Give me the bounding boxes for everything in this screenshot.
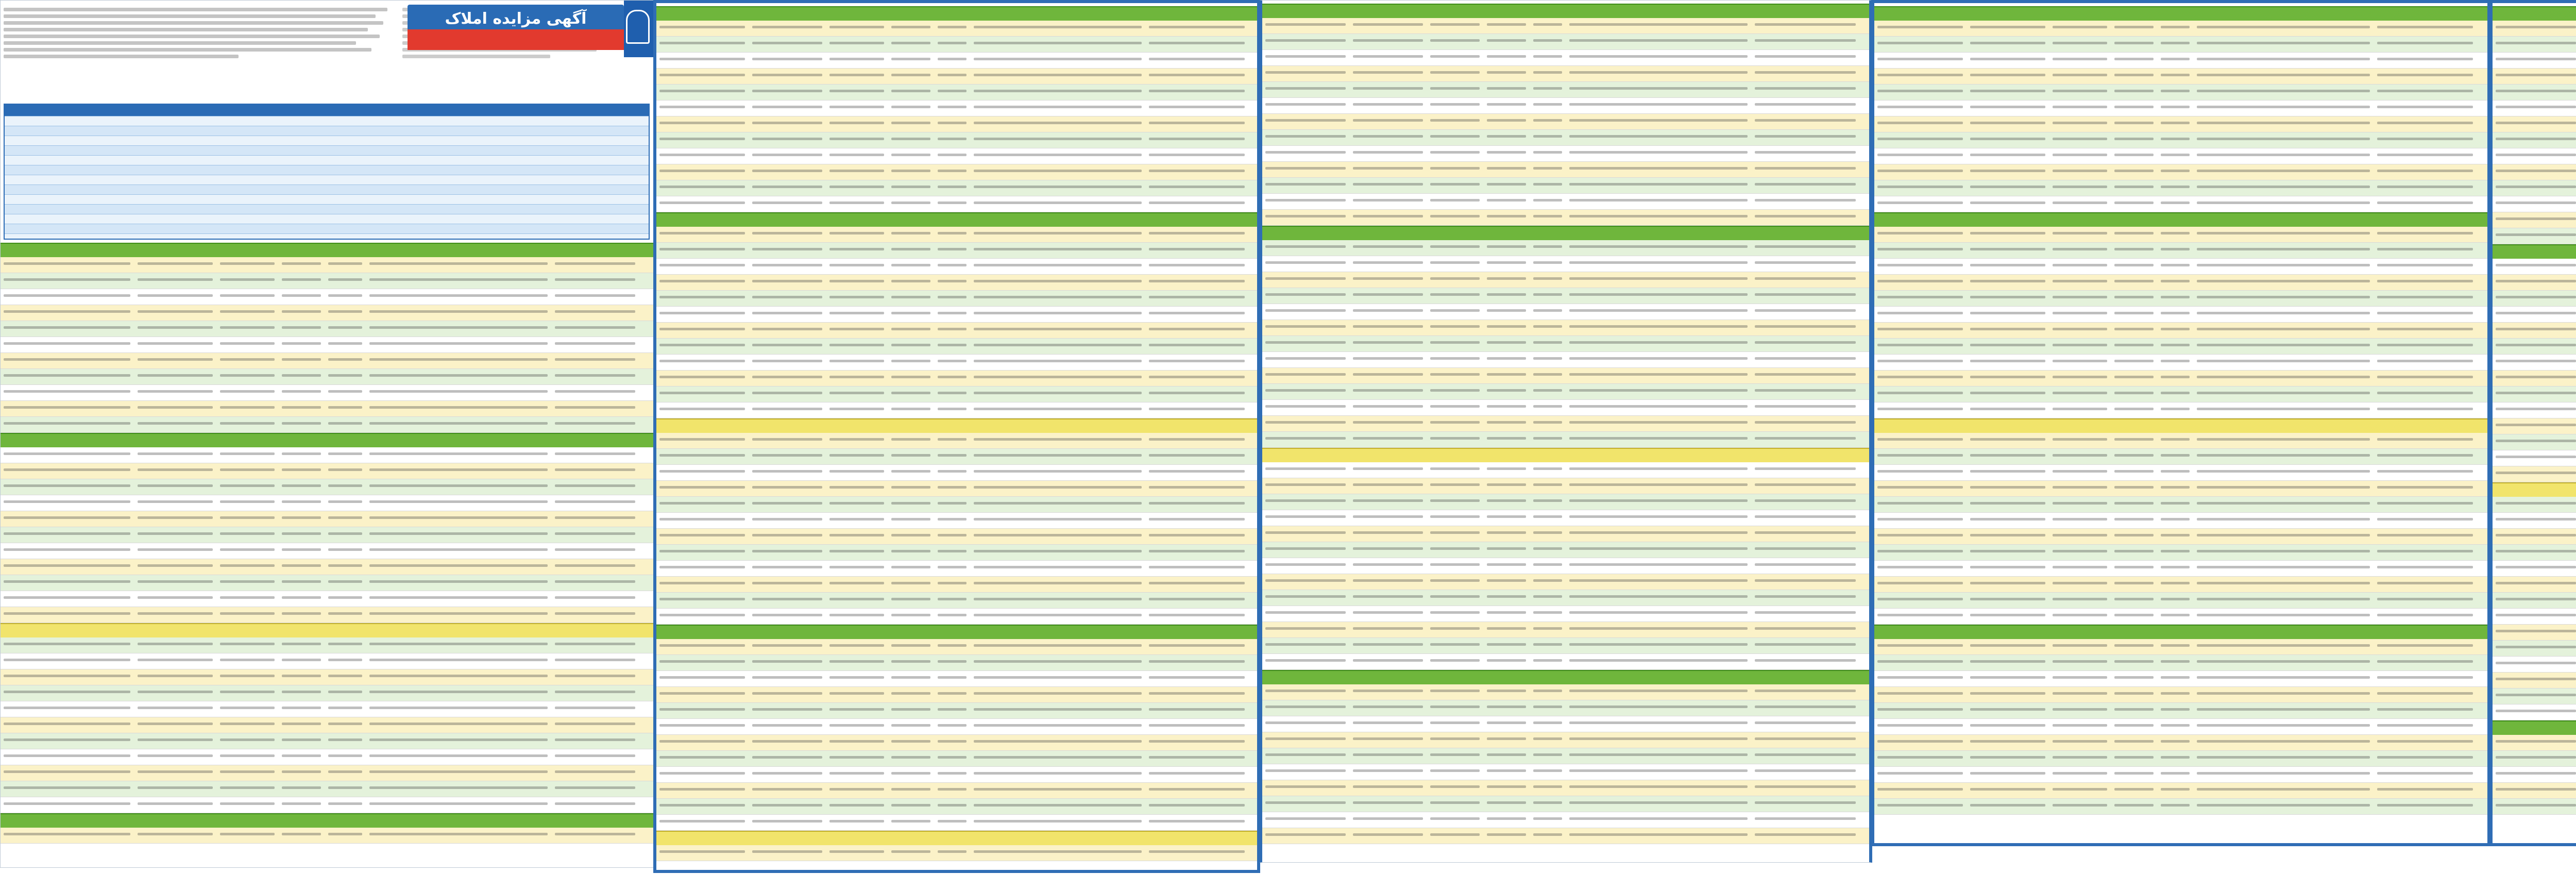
- table-row: [1, 463, 655, 479]
- table-row: [1874, 196, 2487, 212]
- table-row: [1262, 638, 1869, 654]
- table-header: [1262, 226, 1869, 241]
- table-row: [1874, 307, 2487, 323]
- table-row: [1262, 700, 1869, 716]
- table-header: [1262, 4, 1869, 19]
- table-row: [2493, 657, 2576, 673]
- table-row: [1874, 291, 2487, 307]
- table-row: [656, 845, 1257, 861]
- table-row: [2493, 735, 2576, 751]
- table-row: [656, 164, 1257, 180]
- table-row: [2493, 513, 2576, 529]
- table-row: [1262, 256, 1869, 272]
- table-row: [1874, 655, 2487, 671]
- table-row: [1874, 561, 2487, 577]
- table-row: [1, 797, 655, 813]
- table-row: [1, 765, 655, 781]
- table-row: [656, 116, 1257, 132]
- table-row: [2493, 497, 2576, 513]
- table-row: [1874, 180, 2487, 196]
- table-row: [1, 337, 655, 353]
- table-header: [656, 831, 1257, 846]
- table-row: [1, 305, 655, 321]
- table-row: [1, 321, 655, 337]
- table-row: [1262, 320, 1869, 336]
- table-row: [1262, 542, 1869, 558]
- table-row: [656, 69, 1257, 85]
- table-row: [1874, 243, 2487, 259]
- table-row: [1, 369, 655, 385]
- table-row: [1262, 178, 1869, 194]
- table-row: [2493, 466, 2576, 482]
- table-row: [656, 53, 1257, 69]
- table-row: [1874, 593, 2487, 609]
- table-row: [1874, 275, 2487, 291]
- table-row: [656, 529, 1257, 545]
- table-row: [2493, 132, 2576, 148]
- table-row: [1262, 304, 1869, 320]
- table-header: [2493, 244, 2576, 260]
- table-row: [656, 671, 1257, 687]
- table-row: [2493, 307, 2576, 323]
- table-header: [2493, 482, 2576, 498]
- table-row: [1262, 194, 1869, 210]
- table-row: [1874, 227, 2487, 243]
- info-row: [5, 136, 649, 146]
- table-row: [1874, 387, 2487, 402]
- table-row: [656, 243, 1257, 259]
- table-row: [1, 447, 655, 463]
- table-row: [1874, 433, 2487, 449]
- table-row: [656, 513, 1257, 529]
- table-row: [1, 701, 655, 717]
- table-row: [2493, 180, 2576, 196]
- table-row: [1874, 164, 2487, 180]
- table-row: [1, 385, 655, 401]
- table-row: [2493, 434, 2576, 450]
- table-row: [1262, 780, 1869, 796]
- table-row: [2493, 259, 2576, 275]
- table-row: [1, 685, 655, 701]
- table-row: [656, 433, 1257, 449]
- table-row: [2493, 545, 2576, 561]
- info-row: [5, 214, 649, 224]
- table-row: [2493, 228, 2576, 244]
- table-row: [656, 593, 1257, 609]
- table-row: [656, 719, 1257, 735]
- table-row: [656, 180, 1257, 196]
- table-row: [1874, 465, 2487, 481]
- table-row: [656, 449, 1257, 465]
- table-row: [1, 401, 655, 417]
- table-row: [656, 132, 1257, 148]
- table-row: [1874, 751, 2487, 767]
- table-row: [656, 37, 1257, 53]
- table-header: [2493, 720, 2576, 736]
- table-row: [1874, 132, 2487, 148]
- table-row: [656, 275, 1257, 291]
- table-header: [1262, 670, 1869, 685]
- table-row: [1874, 671, 2487, 687]
- table-row: [1874, 577, 2487, 593]
- table-row: [1, 495, 655, 511]
- table-row: [1262, 732, 1869, 748]
- table-row: [1874, 687, 2487, 703]
- table-row: [2493, 529, 2576, 545]
- page-panel-5: [2489, 0, 2576, 846]
- table-row: [656, 100, 1257, 116]
- table-row: [1874, 148, 2487, 164]
- table-row: [1874, 69, 2487, 85]
- table-row: [656, 655, 1257, 671]
- table-row: [2493, 148, 2576, 164]
- table-row: [1874, 545, 2487, 561]
- table-header: [656, 212, 1257, 228]
- info-row: [5, 105, 649, 116]
- table-row: [1874, 783, 2487, 799]
- table-row: [1262, 510, 1869, 526]
- table-row: [2493, 402, 2576, 418]
- info-row: [5, 116, 649, 126]
- table-row: [2493, 689, 2576, 704]
- table-row: [2493, 561, 2576, 577]
- table-row: [2493, 196, 2576, 212]
- table-header: [1262, 448, 1869, 463]
- table-row: [1262, 400, 1869, 416]
- table-row: [1874, 449, 2487, 465]
- table-row: [1, 669, 655, 685]
- table-row: [656, 815, 1257, 831]
- table-row: [2493, 212, 2576, 228]
- page-panel-3: [1259, 0, 1872, 863]
- table-row: [2493, 783, 2576, 799]
- table-row: [2493, 609, 2576, 625]
- table-row: [1262, 764, 1869, 780]
- table-row: [1262, 66, 1869, 82]
- table-row: [1262, 240, 1869, 256]
- table-row: [656, 196, 1257, 212]
- table-row: [1262, 98, 1869, 114]
- table-row: [1874, 481, 2487, 497]
- table-row: [1874, 513, 2487, 529]
- info-row: [5, 156, 649, 165]
- table-row: [1, 559, 655, 575]
- table-header: [1, 623, 655, 639]
- table-row: [1874, 116, 2487, 132]
- table-row: [1874, 609, 2487, 625]
- table-row: [1262, 352, 1869, 368]
- table-row: [1262, 654, 1869, 670]
- table-row: [2493, 291, 2576, 307]
- table-row: [1262, 748, 1869, 764]
- table-header: [1874, 212, 2487, 228]
- info-row: [5, 205, 649, 214]
- page-panel-4: [1871, 0, 2490, 846]
- table-row: [2493, 593, 2576, 609]
- page-panel-2: [653, 0, 1260, 873]
- table-row: [1262, 82, 1869, 98]
- table-header: [1874, 6, 2487, 22]
- table-row: [2493, 53, 2576, 69]
- table-row: [1262, 796, 1869, 812]
- table-row: [2493, 37, 2576, 53]
- table-row: [656, 497, 1257, 513]
- table-row: [1874, 53, 2487, 69]
- table-row: [2493, 355, 2576, 371]
- table-row: [1874, 355, 2487, 371]
- table-row: [2493, 767, 2576, 783]
- table-row: [1874, 85, 2487, 100]
- table-row: [1874, 259, 2487, 275]
- table-row: [2493, 799, 2576, 815]
- table-row: [656, 751, 1257, 767]
- table-row: [1262, 812, 1869, 828]
- table-row: [2493, 450, 2576, 466]
- table-row: [656, 465, 1257, 481]
- table-row: [1262, 828, 1869, 844]
- table-row: [2493, 85, 2576, 100]
- info-table: [4, 104, 650, 240]
- table-row: [1262, 50, 1869, 66]
- table-row: [656, 307, 1257, 323]
- table-header: [1, 433, 655, 448]
- intro-text: [4, 5, 395, 87]
- table-row: [1262, 368, 1869, 384]
- table-row: [2493, 625, 2576, 641]
- table-header: [1874, 625, 2487, 640]
- table-row: [1, 749, 655, 765]
- table-row: [656, 577, 1257, 593]
- table-row: [656, 387, 1257, 402]
- table-row: [1, 781, 655, 797]
- table-row: [1, 273, 655, 289]
- table-row: [656, 545, 1257, 561]
- table-header: [2493, 6, 2576, 22]
- table-row: [1, 289, 655, 305]
- table-row: [1, 479, 655, 495]
- table-row: [2493, 641, 2576, 657]
- table-row: [656, 371, 1257, 387]
- table-row: [1262, 18, 1869, 34]
- table-row: [1874, 339, 2487, 355]
- table-row: [2493, 751, 2576, 767]
- table-row: [1262, 288, 1869, 304]
- table-row: [2493, 21, 2576, 37]
- table-row: [1262, 684, 1869, 700]
- table-row: [1, 607, 655, 623]
- table-row: [656, 687, 1257, 703]
- table-row: [656, 339, 1257, 355]
- table-row: [656, 21, 1257, 37]
- table-row: [2493, 69, 2576, 85]
- table-row: [1262, 462, 1869, 478]
- table-row: [2493, 339, 2576, 355]
- page-title: آگهی مزایده املاک: [408, 5, 624, 33]
- table-row: [2493, 323, 2576, 339]
- table-row: [1, 717, 655, 733]
- table-row: [1262, 384, 1869, 400]
- table-row: [656, 767, 1257, 783]
- table-header: [1874, 418, 2487, 434]
- table-row: [2493, 418, 2576, 434]
- table-row: [1262, 130, 1869, 146]
- table-row: [1262, 114, 1869, 130]
- table-row: [656, 799, 1257, 815]
- table-row: [1874, 37, 2487, 53]
- table-row: [656, 639, 1257, 655]
- table-row: [656, 227, 1257, 243]
- table-row: [656, 783, 1257, 799]
- table-row: [1874, 767, 2487, 783]
- logo: [624, 1, 655, 57]
- table-row: [1874, 719, 2487, 735]
- table-row: [1874, 735, 2487, 751]
- header: [1, 1, 655, 119]
- table-header: [1, 243, 655, 258]
- table-row: [1, 257, 655, 273]
- info-row: [5, 146, 649, 156]
- table-row: [1874, 21, 2487, 37]
- table-row: [1, 511, 655, 527]
- table-row: [1262, 606, 1869, 622]
- table-row: [656, 609, 1257, 625]
- table-row: [2493, 673, 2576, 689]
- info-row: [5, 165, 649, 175]
- table-row: [1874, 639, 2487, 655]
- table-row: [656, 402, 1257, 418]
- table-row: [1262, 716, 1869, 732]
- info-row: [5, 185, 649, 195]
- table-row: [1262, 272, 1869, 288]
- table-row: [2493, 704, 2576, 720]
- table-row: [1, 591, 655, 607]
- info-row: [5, 175, 649, 185]
- table-row: [1262, 416, 1869, 432]
- table-row: [1262, 432, 1869, 448]
- table-row: [2493, 164, 2576, 180]
- table-row: [1262, 494, 1869, 510]
- table-row: [656, 259, 1257, 275]
- info-row: [5, 126, 649, 136]
- table-header: [656, 625, 1257, 640]
- table-row: [1262, 526, 1869, 542]
- page-subtitle: [408, 29, 624, 50]
- table-row: [1262, 558, 1869, 574]
- table-row: [1262, 162, 1869, 178]
- table-row: [1262, 574, 1869, 590]
- emblem-icon: [626, 10, 650, 44]
- table-row: [1, 417, 655, 433]
- table-row: [1262, 146, 1869, 162]
- table-row: [1874, 529, 2487, 545]
- table-row: [1, 828, 655, 844]
- table-row: [1262, 336, 1869, 352]
- table-row: [1, 543, 655, 559]
- table-row: [656, 291, 1257, 307]
- page-panel-1: [0, 0, 655, 868]
- table-header: [656, 6, 1257, 22]
- table-row: [2493, 387, 2576, 402]
- table-row: [656, 481, 1257, 497]
- table-row: [1262, 210, 1869, 226]
- table-row: [656, 561, 1257, 577]
- table-row: [1, 637, 655, 653]
- table-row: [656, 703, 1257, 719]
- table-row: [656, 148, 1257, 164]
- table-row: [2493, 577, 2576, 593]
- table-row: [1874, 371, 2487, 387]
- table-row: [1262, 34, 1869, 50]
- table-row: [1874, 497, 2487, 513]
- table-row: [2493, 116, 2576, 132]
- table-row: [1262, 622, 1869, 638]
- table-row: [1262, 478, 1869, 494]
- table-row: [1874, 323, 2487, 339]
- table-row: [1874, 402, 2487, 418]
- table-row: [1, 353, 655, 369]
- table-row: [2493, 275, 2576, 291]
- info-row: [5, 195, 649, 205]
- table-row: [2493, 371, 2576, 387]
- table-row: [1, 575, 655, 591]
- info-row: [5, 224, 649, 234]
- table-header: [1, 813, 655, 829]
- table-row: [1, 527, 655, 543]
- table-row: [1874, 100, 2487, 116]
- table-row: [1, 733, 655, 749]
- table-header: [656, 418, 1257, 434]
- table-row: [656, 85, 1257, 100]
- table-row: [1, 653, 655, 669]
- table-row: [1262, 590, 1869, 606]
- table-row: [1874, 799, 2487, 815]
- table-row: [2493, 100, 2576, 116]
- table-row: [656, 323, 1257, 339]
- table-row: [1874, 703, 2487, 719]
- table-row: [656, 735, 1257, 751]
- table-row: [656, 355, 1257, 371]
